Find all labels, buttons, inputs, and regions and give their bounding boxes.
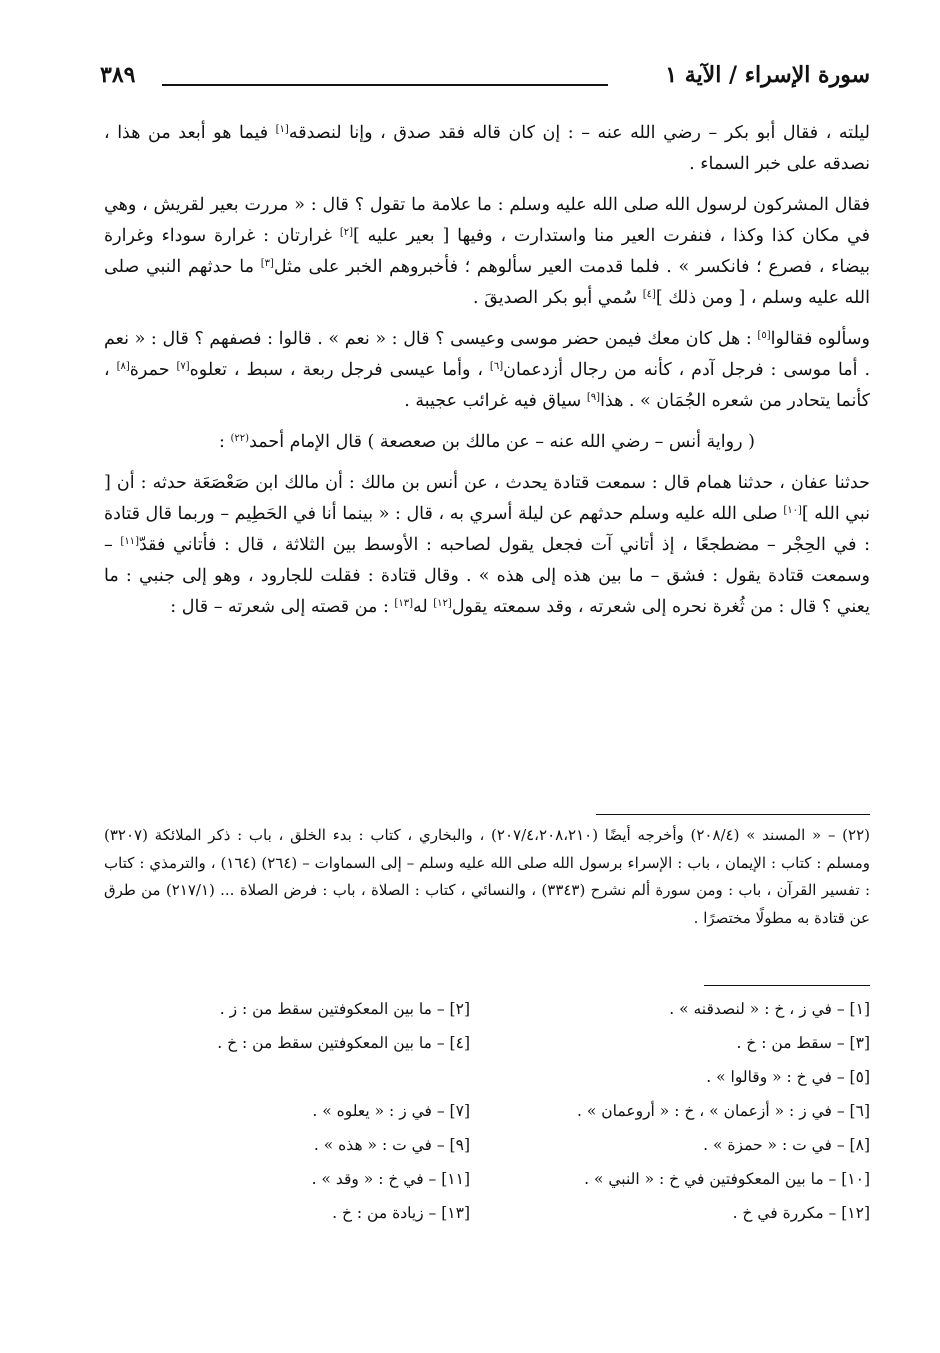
variant-note: [٧] – في ز : « يعلوه » . [312, 1102, 470, 1120]
paragraph-4: حدثنا عفان ، حدثنا همام قال : سمعت قتادة يحدث ، عن أنس بن مالك : أن مالك ابن صَعْصَعَة حدثه : أن [ نبي الله ][١٠] صلى الله عليه وسلم حدثهم عن ليلة أسري به ، قال : « بينما أنا في الحَطِيم – وربما قال قتادة : في الحِجْر – مضطجعًا ، إذ أتاني آت فجعل يقول لصاحبه : الأوسط بين الثلاثة ، قال : فأتاني فقدّ[١١] – وسمعت قتادة يقول : فشق – ما بين هذه إلى هذه » . وقال قتادة : فقلت للجارود ، وهو إلى جنبي : ما يعني ؟ قال : من ثُغرة نحره إلى شعرته ، وقد سمعته يقول[١٢] له[١٣] : من قصته إلى شعرته – قال : [104, 473, 870, 617]
variant-note: [٢] – ما بين المعكوفتين سقط من : ز . [219, 1000, 470, 1018]
page-number: ٣٨٩ [100, 62, 136, 88]
page-header [100, 62, 870, 102]
note-ref: [٦] [489, 361, 504, 372]
variant-note: [٣] – سقط من : خ . [736, 1034, 870, 1052]
variant-note: [١٣] – زيادة من : خ . [332, 1204, 470, 1222]
note-ref: [١] [275, 124, 289, 135]
note-ref: [٨] [116, 361, 130, 372]
note-ref: [٣] [260, 258, 274, 269]
footnote-22: (٢٢) – « المسند » (٢٠٨/٤) وأخرجه أيضًا (٢٠٧/٤،٢٠٨،٢١٠) ، والبخاري ، كتاب : بدء الخلق ، باب : ذكر الملائكة (٣٢٠٧) ومسلم : كتاب : الإيمان ، باب : الإسراء برسول الله صلى الله عليه وسلم – إلى السماوات – (٢٦٤) (١٦٤) ، والترمذي : كتاب : تفسير القرآن ، باب : ومن سورة ألم نشرح (٣٣٤٣) ، والنسائي ، كتاب : الصلاة ، باب : فرض الصلاة ... (٢١٧/١) من طرق عن قتادة به مطولًا مختصرًا . [104, 826, 871, 927]
note-ref: [١٠] [783, 505, 802, 516]
running-title: سورة الإسراء / الآية ١ [665, 62, 870, 88]
variant-note: [١] – في ز ، خ : « لنصدقنه » . [669, 1000, 870, 1018]
header-rule [162, 84, 608, 86]
variant-note: [٦] – في ز : « أزعمان » ، خ : « أروعمان » . [577, 1102, 870, 1120]
note-ref: [٢] [339, 227, 354, 238]
variant-note: [١١] – في خ : « وقد » . [311, 1170, 470, 1188]
footnote-rule [596, 814, 870, 815]
variant-note [104, 1068, 470, 1102]
variant-note: [١٢] – مكررة في خ . [732, 1204, 870, 1222]
note-ref: [٩] [586, 392, 601, 403]
variant-note: [١٠] – ما بين المعكوفتين في خ : « النبي » . [584, 1170, 870, 1188]
section-heading: ( رواية أنس – رضي الله عنه – عن مالك بن صعصعة ) قال الإمام أحمد$^{(٢٢)}$ : [219, 432, 755, 452]
main-text [104, 118, 870, 633]
paragraph-2: فقال المشركون لرسول الله صلى الله عليه وسلم : ما علامة ما تقول ؟ قال : « مررت بعير لقريش ، وهي في مكان كذا وكذا ، فنفرت العير منا واستدارت ، وفيها [ بعير عليه ][٢] غرارتان : غرارة سوداء وغرارة بيضاء ، فصرع ؛ فانكسر » . فلما قدمت العير سألوهم ؛ فأخبروهم الخبر على مثل[٣] ما حدثهم النبي صلى الله عليه وسلم ، [ ومن ذلك ][٤] سُمي أبو بكر الصديقَ . [104, 195, 870, 308]
variant-note: [٩] – في ت : « هذه » . [313, 1136, 470, 1154]
note-ref: [٥] [757, 330, 771, 341]
variant-note: [٥] – في خ : « وقالوا » . [706, 1068, 870, 1086]
note-ref: [١١] [120, 536, 139, 547]
paragraph-3: وسألوه فقالوا[٥] : هل كان معك فيمن حضر موسى وعيسى ؟ قال : « نعم » . قالوا : فصفهم ؟ قال : « نعم . أما موسى : فرجل آدم ، كأنه من رجال أزدعمان[٦] ، وأما عيسى فرجل ربعة ، سبط ، تعلوه[٧] حمرة[٨] ، كأنما يتحادر من شعره الجُمَان » . هذا[٩] سياق فيه غرائب عجيبة . [104, 329, 871, 411]
variant-note: [٨] – في ت : « حمزة » . [703, 1136, 870, 1154]
note-ref: [١٢] [433, 598, 452, 609]
variants-rule [704, 985, 870, 986]
paragraph-1: ليلته ، فقال أبو بكر – رضي الله عنه – : إن كان قاله فقد صدق ، وإنا لنصدقه[١] فيما هو أبعد من هذا ، نصدقه على خبر السماء . [104, 123, 870, 174]
note-ref: [١٣] [394, 598, 413, 609]
note-ref: [٤] [642, 289, 656, 300]
variant-notes [104, 1000, 870, 1238]
variant-note: [٤] – ما بين المعكوفتين سقط من : خ . [217, 1034, 470, 1052]
note-ref: [٧] [176, 361, 190, 372]
note-ref: (٢٢) [230, 433, 250, 444]
